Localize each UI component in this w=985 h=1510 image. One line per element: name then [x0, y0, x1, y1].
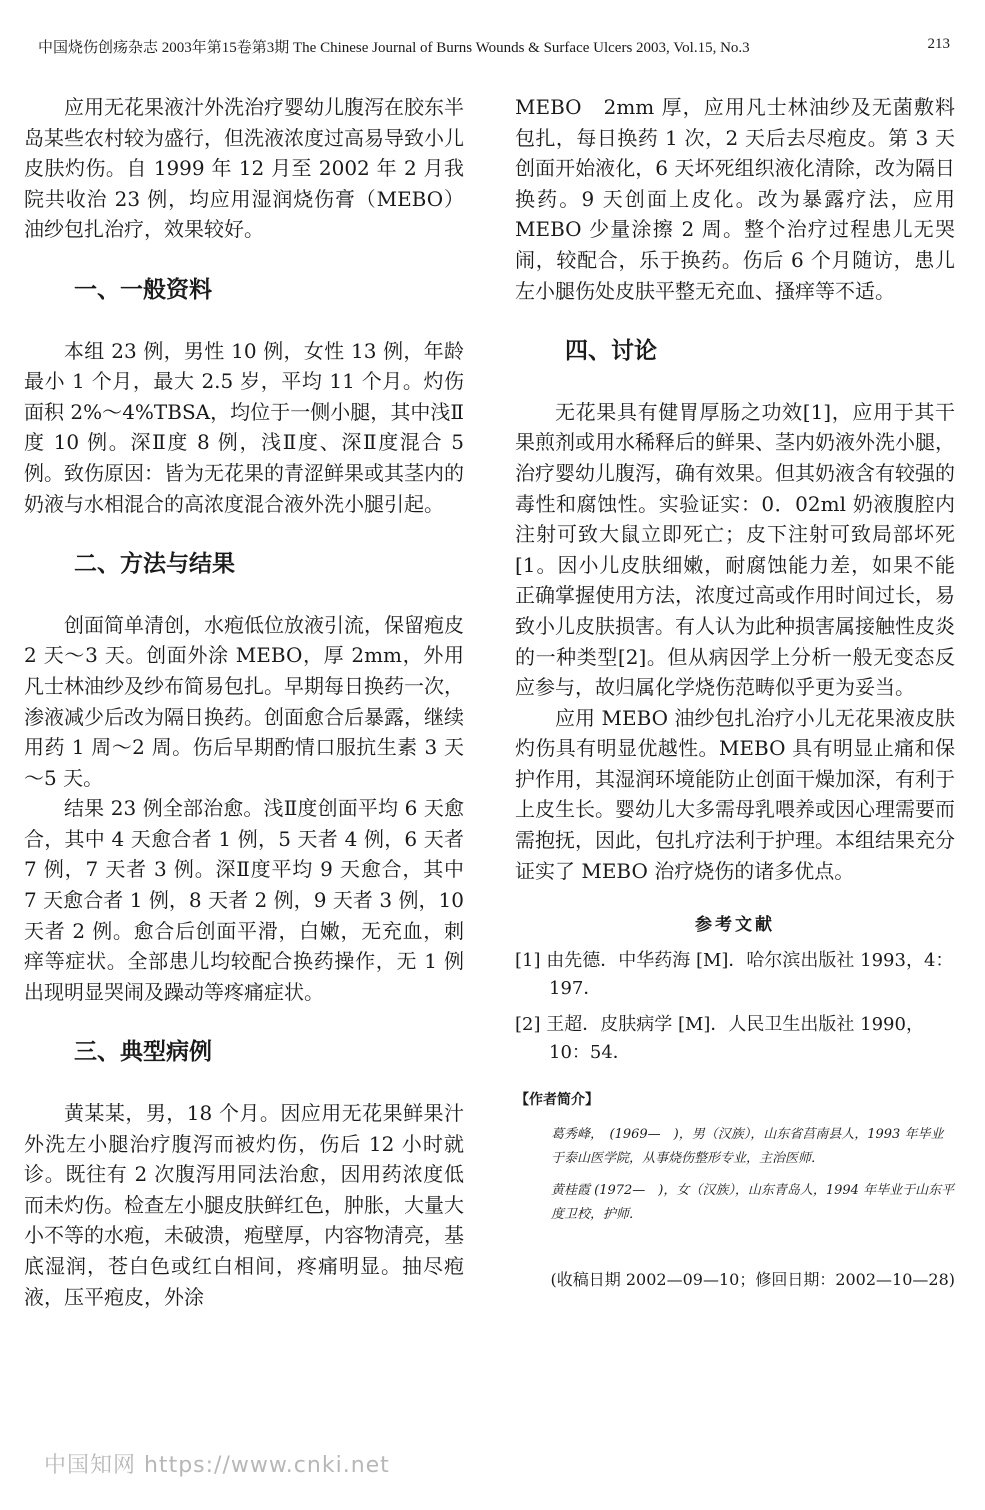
- case-paragraph: 黄某某，男，18 个月。因应用无花果鲜果汁外洗左小腿治疗腹泻而被灼伤，伤后 12 小时就诊。既往有 2 次腹泻用同法治愈，因用药浓度低而未灼伤。检查左小腿皮肤鲜红色，肿胀，大量大小不等的水疱，未破溃，疱壁厚，内容物清亮，基底湿润，苍白色或红白相间，疼痛明显。抽尽疱液，压平疱皮，外涂: [24, 1101, 464, 1309]
- references-heading: 参考文献: [695, 915, 775, 936]
- general-paragraph: 本组 23 例，男性 10 例，女性 13 例，年龄最小 1 个月，最大 2.5 岁，平均 11 个月。灼伤面积 2%～4%TBSA，均位于一侧小腿，其中浅Ⅱ度 10 例。深Ⅱ度 8 例，浅Ⅱ度、深Ⅱ度混合 5 例。致伤原因：皆为无花果的青涩鲜果或其茎内的奶液与水相混合的高浓度混合液外洗小腿引起。: [24, 338, 464, 516]
- running-header: [38, 36, 950, 64]
- cnki-watermark: 中国知网 https://www.cnki.net: [44, 1453, 390, 1478]
- results-paragraph: 结果 23 例全部治愈。浅Ⅱ度创面平均 6 天愈合，其中 4 天愈合者 1 例，5 天者 4 例，6 天者 7 例，7 天者 3 例。深Ⅱ度平均 9 天愈合，其中 7 天愈合者 1 例，8 天者 2 例，9 天者 3 例，10 天者 2 例。愈合后创面平滑，白嫩，无充血，刺痒等症状。全部患儿均较配合换药操作，无 1 例出现明显哭闹及躁动等疼痛症状。: [24, 796, 464, 1004]
- journal-citation: 中国烧伤创疡杂志 2003年第15卷第3期 The Chinese Journal of Burns Wounds & Surface Ulcers 2003, Vol.15, No.3: [38, 40, 750, 56]
- received-dates: (收稿日期 2002—09—10；修回日期：2002—10—28): [550, 1270, 955, 1290]
- author-bio-heading: 【作者简介】: [515, 1091, 599, 1108]
- right-column: [515, 92, 955, 1296]
- section-heading-methods: 二、方法与结果: [74, 551, 235, 578]
- case-continued-paragraph: MEBO 2mm 厚，应用凡士林油纱及无菌敷料包扎，每日换药 1 次，2 天后去尽疱皮。第 3 天创面开始液化，6 天坏死组织液化清除，改为隔日换药。9 天创面上皮化。改为暴露疗法，应用 MEBO 少量涂擦 2 周。整个治疗过程患儿无哭闹，较配合，乐于换药。伤后 6 个月随访，患儿左小腿伤处皮肤平整无充血、搔痒等不适。: [515, 95, 955, 303]
- section-heading-general: 一、一般资料: [74, 276, 212, 303]
- discussion-paragraph-2: 应用 MEBO 油纱包扎治疗小儿无花果液皮肤灼伤具有明显优越性。MEBO 具有明显止痛和保护作用，其湿润环境能防止创面干燥加深，有利于上皮生长。婴幼儿大多需母乳喂养或因心理需要而需抱抚，因此，包扎疗法利于护理。本组结果充分证实了 MEBO 治疗烧伤的诸多优点。: [515, 705, 955, 883]
- left-column: [24, 92, 464, 1312]
- section-heading-discussion: 四、讨论: [565, 338, 657, 365]
- author-bio-1: 葛秀峰， (1969— )，男（汉族），山东省莒南县人，1993 年毕业于泰山医学院，从事烧伤整形专业，主治医师．: [551, 1127, 944, 1167]
- intro-paragraph: 应用无花果液汁外洗治疗婴幼儿腹泻在胶东半岛某些农村较为盛行，但洗液浓度过高易导致小儿皮肤灼伤。自 1999 年 12 月至 2002 年 2 月我院共收治 23 例，均应用湿润烧伤膏（MEBO）油纱包扎治疗，效果较好。: [24, 95, 464, 242]
- reference-2: [2] 王超．皮肤病学 [M]．人民卫生出版社 1990，10：54．: [515, 1013, 924, 1063]
- methods-paragraph: 创面简单清创，水疱低位放液引流，保留疱皮 2 天～3 天。创面外涂 MEBO，厚 2mm，外用凡士林油纱及纱布简易包扎。早期每日换药一次，渗液减少后改为隔日换药。创面愈合后暴露，继续用药 1 周～2 周。伤后早期酌情口服抗生素 3 天～5 天。: [24, 612, 464, 790]
- discussion-paragraph-1: 无花果具有健胃厚肠之功效[1]，应用于其干果煎剂或用水稀释后的鲜果、茎内奶液外洗小腿，治疗婴幼儿腹泻，确有效果。但其奶液含有较强的毒性和腐蚀性。实验证实：0．02ml 奶液腹腔内注射可致大鼠立即死亡；皮下注射可致局部坏死[1。因小儿皮肤细嫩，耐腐蚀能力差，如果不能正确掌握使用方法，浓度过高或作用时间过长，易致小儿皮肤损害。有人认为此种损害属接触性皮炎的一种类型[2]。但从病因学上分析一般无变态反应参与，故归属化学烧伤范畴似乎更为妥当。: [515, 399, 955, 700]
- author-bio-2: 黄桂霞 (1972— )，女（汉族），山东青岛人，1994 年毕业于山东平度卫校，护师．: [551, 1183, 955, 1223]
- reference-1: [1] 由先德．中华药海 [M]．哈尔滨出版社 1993，4：197．: [515, 949, 954, 999]
- section-heading-case: 三、典型病例: [74, 1039, 212, 1066]
- page-number: 213: [927, 36, 950, 52]
